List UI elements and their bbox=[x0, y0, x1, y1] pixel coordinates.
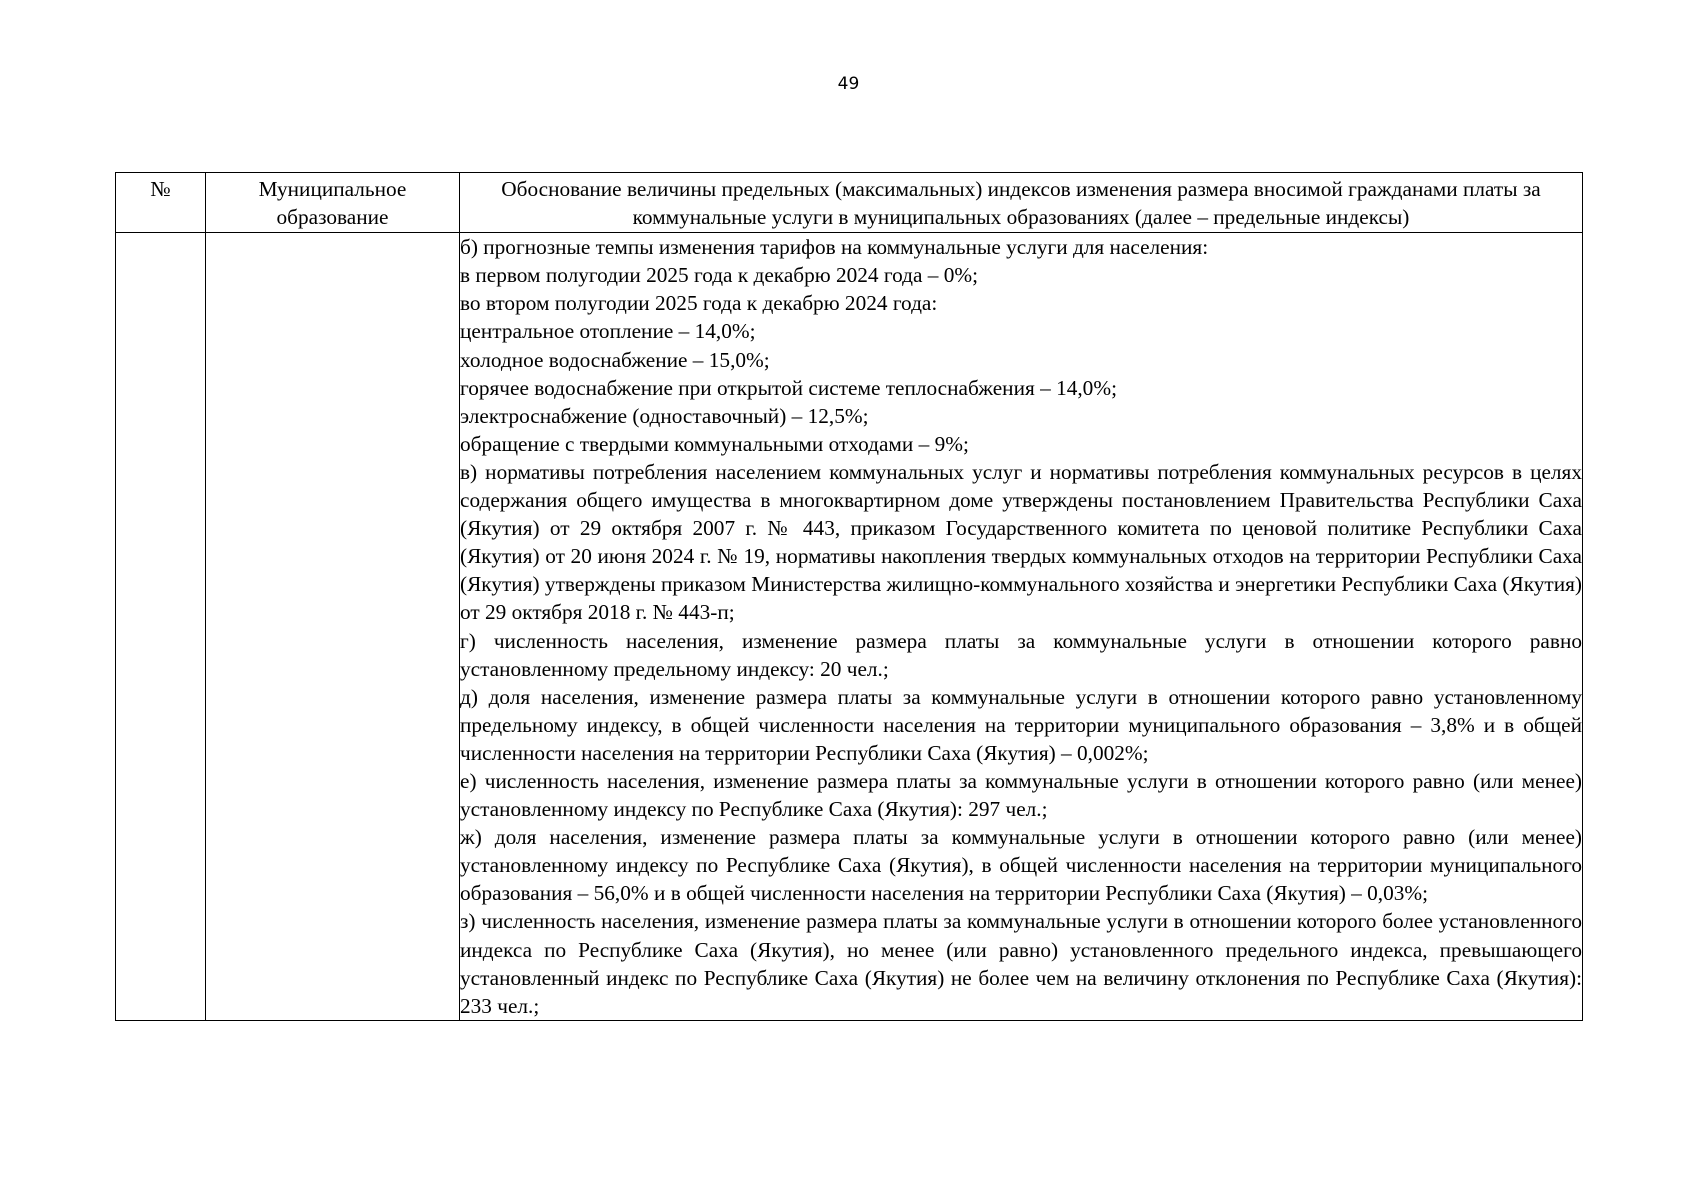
header-number: № bbox=[116, 173, 206, 233]
paragraph-consumption-norms: в) нормативы потребления населением коммунальных услуг и нормативы потребления коммунальных ресурсов в целях содержания общего имущества в многоквартирном доме утверждены постановлением Правительства Республики Саха (Якутия) от 29 октября 2007 г. № 443, приказом Государственного комитета по ценовой политике Республики Саха (Якутия) от 20 июня 2024 г. № 19, нормативы накопления твердых коммунальных отходов на территории Республики Саха (Якутия) утверждены приказом Министерства жилищно-коммунального хозяйства и энергетики Республики Саха (Якутия) от 29 октября 2018 г. № 443-п; bbox=[460, 459, 1582, 625]
paragraph-population-z: з) численность населения, изменение размера платы за коммунальные услуги в отношении которого более установленного индекса по Республике Саха (Якутия), но менее (или равно) установленного предельного индекса, превышающего установленный индекс по Республике Саха (Якутия) не более чем на величину отклонения по Республике Саха (Якутия): 233 чел.; bbox=[460, 909, 1582, 1018]
table-header-row bbox=[116, 173, 1583, 233]
header-justification: Обоснование величины предельных (максимальных) индексов изменения размера вносимой гражданами платы за коммунальные услуги в муниципальных образованиях (далее – предельные индексы) bbox=[460, 173, 1583, 233]
header-municipality: Муниципальное образование bbox=[206, 173, 460, 233]
paragraph-waste: обращение с твердыми коммунальными отходами – 9%; bbox=[460, 431, 969, 456]
paragraph-first-half: в первом полугодии 2025 года к декабрю 2024 года – 0%; bbox=[460, 263, 979, 288]
page-number: 49 bbox=[837, 74, 860, 94]
paragraph-forecast-rates: б) прогнозные темпы изменения тарифов на коммунальные услуги для населения: bbox=[460, 235, 1209, 260]
paragraph-hot-water: горячее водоснабжение при открытой системе теплоснабжения – 14,0%; bbox=[460, 375, 1117, 400]
paragraph-cold-water: холодное водоснабжение – 15,0%; bbox=[460, 347, 770, 372]
justification-table bbox=[115, 172, 1583, 1021]
table-row bbox=[116, 233, 1583, 1021]
cell-justification bbox=[460, 233, 1583, 1021]
paragraph-second-half: во втором полугодии 2025 года к декабрю 2024 года: bbox=[460, 291, 938, 316]
table-header bbox=[116, 173, 1583, 233]
paragraph-population-e: е) численность населения, изменение размера платы за коммунальные услуги в отношении которого равно (или менее) установленному индексу по Республике Саха (Якутия): 297 чел.; bbox=[460, 768, 1582, 822]
table-body bbox=[116, 233, 1583, 1021]
paragraph-population-g: г) численность населения, изменение размера платы за коммунальные услуги в отношении которого равно установленному предельному индексу: 20 чел.; bbox=[460, 628, 1582, 681]
paragraph-share-zh: ж) доля населения, изменение размера платы за коммунальные услуги в отношении которого равно (или менее) установленному индексу по Республике Саха (Якутия), в общей численности населения на территории муниципального образования – 56,0% и в общей численности населения на территории Республики Саха (Якутия) – 0,03%; bbox=[460, 825, 1582, 906]
cell-municipality bbox=[206, 233, 460, 1021]
cell-number bbox=[116, 233, 206, 1021]
paragraph-heating: центральное отопление – 14,0%; bbox=[460, 319, 756, 344]
paragraph-share-d: д) доля населения, изменение размера платы за коммунальные услуги в отношении которого равно установленному предельному индексу, в общей численности населения на территории муниципального образования – 3,8% и в общей численности населения на территории Республики Саха (Якутия) – 0,002%; bbox=[460, 684, 1582, 765]
paragraph-electricity: электроснабжение (одноставочный) – 12,5%; bbox=[460, 403, 869, 428]
